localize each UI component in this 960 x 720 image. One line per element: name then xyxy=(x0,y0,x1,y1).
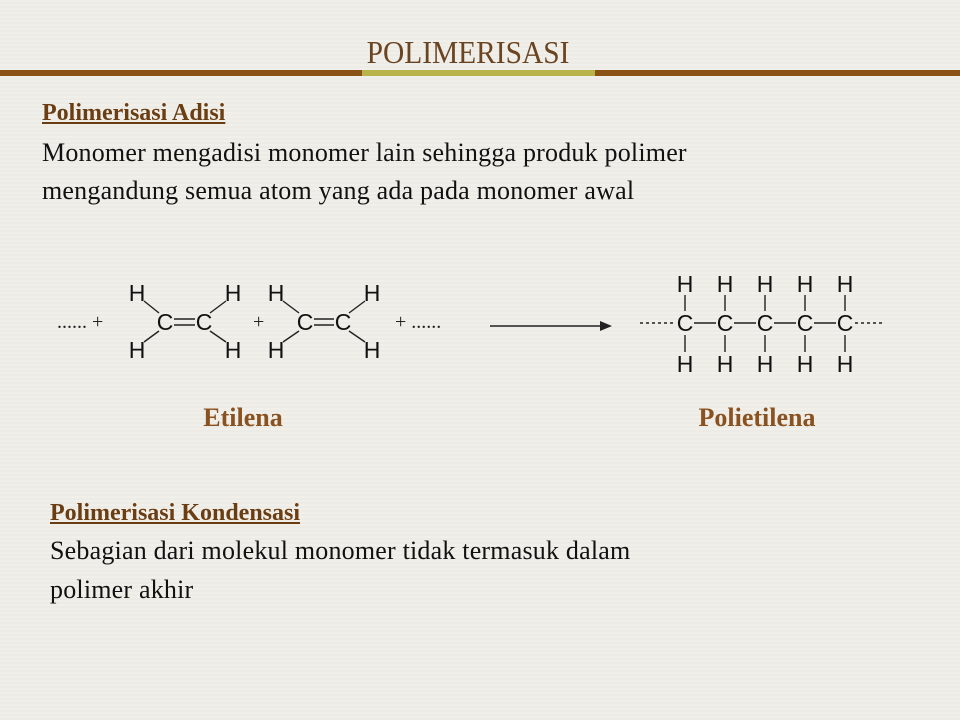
carbon-atom: C xyxy=(676,310,694,336)
hydrogen-atom: H xyxy=(128,337,146,363)
addition-text-line: mengandung semua atom yang ada pada monomer awal xyxy=(42,176,635,205)
slide-title: POLIMERISASI xyxy=(366,34,570,70)
single-bond xyxy=(210,301,226,313)
single-bond xyxy=(349,301,365,313)
single-bond xyxy=(144,301,159,313)
carbon-atom: C xyxy=(156,309,174,335)
condensation-text-line: polimer akhir xyxy=(50,575,194,604)
carbon-atom: C xyxy=(756,310,774,336)
chain-prefix: ...... + xyxy=(57,311,104,333)
hydrogen-atom: H xyxy=(796,351,814,377)
hydrogen-atom: H xyxy=(716,351,734,377)
product-label: Polietilena xyxy=(698,403,816,432)
single-bond xyxy=(349,331,365,342)
hydrogen-atom: H xyxy=(756,271,774,297)
carbon-atom: C xyxy=(836,310,854,336)
hydrogen-atom: H xyxy=(224,337,242,363)
hydrogen-atom: H xyxy=(796,271,814,297)
addition-text-line: Monomer mengadisi monomer lain sehingga produk polimer xyxy=(42,138,687,167)
plus-sign: + xyxy=(253,311,265,333)
hydrogen-atom: H xyxy=(363,280,381,306)
single-bond xyxy=(283,331,299,342)
hydrogen-atom: H xyxy=(676,351,694,377)
hydrogen-atom: H xyxy=(363,337,381,363)
arrow-head-icon xyxy=(600,321,612,331)
hydrogen-atom: H xyxy=(128,280,146,306)
carbon-atom: C xyxy=(334,309,352,335)
hydrogen-atom: H xyxy=(224,280,242,306)
addition-heading: Polimerisasi Adisi xyxy=(42,100,226,126)
hydrogen-atom: H xyxy=(716,271,734,297)
carbon-atom: C xyxy=(195,309,213,335)
hydrogen-atom: H xyxy=(756,351,774,377)
carbon-atom: C xyxy=(716,310,734,336)
single-bond xyxy=(144,331,159,342)
hydrogen-atom: H xyxy=(267,280,285,306)
hydrogen-atom: H xyxy=(267,337,285,363)
chain-suffix: + ...... xyxy=(395,311,442,333)
condensation-text-line: Sebagian dari molekul monomer tidak termasuk dalam xyxy=(50,536,631,565)
carbon-atom: C xyxy=(296,309,314,335)
condensation-heading: Polimerisasi Kondensasi xyxy=(50,500,301,526)
hydrogen-atom: H xyxy=(676,271,694,297)
single-bond xyxy=(210,331,226,342)
hydrogen-atom: H xyxy=(836,271,854,297)
carbon-atom: C xyxy=(796,310,814,336)
hydrogen-atom: H xyxy=(836,351,854,377)
single-bond xyxy=(283,301,299,313)
reactant-label: Etilena xyxy=(203,403,283,432)
